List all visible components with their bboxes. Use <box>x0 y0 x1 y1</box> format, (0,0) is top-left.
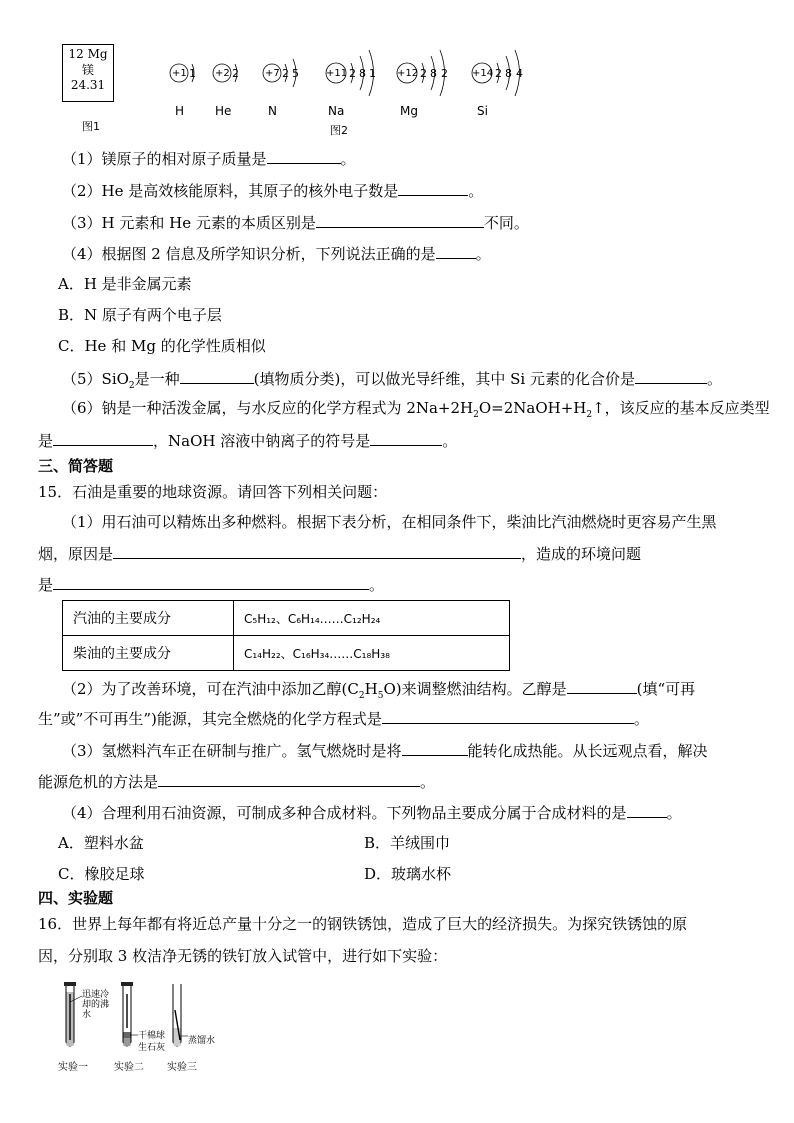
table-cell-formula: C₅H₁₂、C₆H₁₄……C₁₂H₂₄ <box>234 601 510 636</box>
label-quicklime: 生石灰 <box>138 1043 166 1053</box>
q15-option-a[interactable]: A．塑料水盆 <box>58 834 144 852</box>
electrons-na-1: 2 <box>349 67 356 80</box>
answer-blank[interactable] <box>402 740 468 756</box>
test-tube-3 <box>173 984 188 1046</box>
q15-part1-line1: （1）用石油可以精炼出多种燃料。根据下表分析，在相同条件下，柴油比汽油燃烧时更容易产生黑 <box>62 513 717 531</box>
table-cell-formula: C₁₄H₂₂、C₁₆H₃₄……C₁₈H₃₈ <box>234 636 510 671</box>
electrons-h-1: 1 <box>189 67 196 80</box>
atom-label-h: H <box>175 104 185 118</box>
answer-blank[interactable] <box>635 368 707 384</box>
electrons-na-2: 8 <box>359 67 366 80</box>
answer-blank[interactable] <box>158 771 420 787</box>
atom-label-he: He <box>215 104 232 118</box>
nucleus-h: +1 <box>172 68 187 79</box>
nucleus-n: +7 <box>265 68 280 79</box>
electrons-si-1: 2 <box>495 67 502 80</box>
electrons-mg-1: 2 <box>420 67 427 80</box>
q14-part4: （4）根据图 2 信息及所学知识分析，下列说法正确的是 。 <box>62 245 491 263</box>
answer-blank[interactable] <box>267 148 341 164</box>
answer-blank[interactable] <box>53 430 153 446</box>
answer-blank[interactable] <box>113 543 521 559</box>
q15-part1-line3: 是 。 <box>38 576 385 594</box>
q14-part5: （5）SiO$_2$是一种 (填物质分类)，可以做光导纤维，其中 Si 元素的化合价是 。 <box>62 370 723 391</box>
q15-option-c[interactable]: C．橡胶足球 <box>58 865 145 883</box>
nucleus-mg: +12 <box>397 68 419 79</box>
label-cooled-boiling-water: 迅速冷却的沸水 <box>82 990 110 1020</box>
figure2-caption: 图2 <box>330 124 348 137</box>
q16-line2: 因，分别取 3 枚洁净无锈的铁钉放入试管中，进行如下实验： <box>38 947 448 965</box>
atomic-number: 12 <box>68 47 84 61</box>
q15-part3-line1: （3）氢燃料汽车正在研制与推广。氢气燃烧时是将 能转化成热能。从长远观点看，解决 <box>62 742 708 760</box>
table-row <box>63 601 510 636</box>
q15-option-b[interactable]: B．羊绒围巾 <box>364 834 451 852</box>
answer-blank[interactable] <box>53 574 369 590</box>
figure1-caption: 图1 <box>82 120 100 133</box>
element-card <box>62 44 114 102</box>
electrons-he-1: 2 <box>232 67 239 80</box>
electrons-na-3: 1 <box>369 67 376 80</box>
answer-blank[interactable] <box>370 430 442 446</box>
electrons-n-1: 2 <box>282 67 289 80</box>
q15-option-d[interactable]: D．玻璃水杯 <box>364 865 452 883</box>
answer-blank[interactable] <box>436 243 476 259</box>
nucleus-si: +14 <box>472 68 494 79</box>
section-heading-experiment: 四、实验题 <box>38 889 114 907</box>
q14-part2: （2）He 是高效核能原料，其原子的核外电子数是 。 <box>62 182 484 200</box>
q15-part1-line2: 烟，原因是 ，造成的环境问题 <box>38 545 642 563</box>
section-heading-short-answer: 三、简答题 <box>38 457 114 475</box>
test-tube-1 <box>64 982 82 1046</box>
electrons-mg-3: 2 <box>441 67 448 80</box>
table-cell-name: 柴油的主要成分 <box>63 636 234 671</box>
answer-blank[interactable] <box>398 180 468 196</box>
label-experiment-3: 实验三 <box>167 1062 197 1073</box>
element-symbol: Mg <box>87 47 108 61</box>
nucleus-he: +2 <box>215 68 230 79</box>
q15-part3-line2: 能源危机的方法是 。 <box>38 773 436 791</box>
q14-part3: （3）H 元素和 He 元素的本质区别是 不同。 <box>62 214 529 232</box>
q14-option-a[interactable]: A．H 是非金属元素 <box>58 275 192 293</box>
label-experiment-2: 实验二 <box>114 1062 144 1073</box>
atom-label-si: Si <box>477 104 488 118</box>
q14-option-c[interactable]: C．He 和 Mg 的化学性质相似 <box>58 337 266 355</box>
atomic-mass: 24.31 <box>70 78 106 92</box>
q15-part4: （4）合理利用石油资源，可制成多种合成材料。下列物品主要成分属于合成材料的是 。 <box>62 804 682 822</box>
table-cell-name: 汽油的主要成分 <box>63 601 234 636</box>
label-distilled-water: 蒸馏水 <box>188 1036 216 1046</box>
electrons-si-3: 4 <box>516 67 523 80</box>
label-dry-cotton: 干棉球 <box>138 1031 166 1041</box>
q14-part6-line1: （6）钠是一种活泼金属，与水反应的化学方程式为 $2Na+2H_2O=2NaOH+H_2↑$，该反应的基本反应类型 <box>62 399 770 420</box>
q15-part2-line1: （2）为了改善环境，可在汽油中添加乙醇$(C_2H_5O)$来调整燃油结构。乙醇是 (填“可再 <box>62 680 696 701</box>
answer-blank[interactable] <box>567 678 637 694</box>
table-row <box>63 636 510 671</box>
answer-blank[interactable] <box>627 802 667 818</box>
electrons-mg-2: 8 <box>430 67 437 80</box>
test-tube-2 <box>121 982 138 1046</box>
answer-blank[interactable] <box>180 368 254 384</box>
nucleus-na: +11 <box>326 68 348 79</box>
atom-label-mg: Mg <box>400 104 418 118</box>
answer-blank[interactable] <box>382 708 634 724</box>
atom-label-na: Na <box>328 104 345 118</box>
fuel-composition-table <box>62 600 510 671</box>
q15-intro: 15．石油是重要的地球资源。请回答下列相关问题： <box>38 483 388 501</box>
label-experiment-1: 实验一 <box>58 1062 88 1073</box>
q14-part1: （1）镁原子的相对原子质量是 。 <box>62 150 356 168</box>
electrons-si-2: 8 <box>505 67 512 80</box>
electrons-n-2: 5 <box>292 67 299 80</box>
element-name: 镁 <box>81 63 94 77</box>
q15-part2-line2: 生”或”不可再生”)能源，其完全燃烧的化学方程式是 。 <box>38 710 649 728</box>
atom-label-n: N <box>268 104 277 118</box>
q16-line1: 16．世界上每年都有将近总产量十分之一的钢铁锈蚀，造成了巨大的经济损失。为探究铁锈蚀的原 <box>38 915 688 933</box>
q14-part6-line2: 是 ，NaOH 溶液中钠离子的符号是 。 <box>38 432 458 450</box>
answer-blank[interactable] <box>316 212 484 228</box>
q14-option-b[interactable]: B．N 原子有两个电子层 <box>58 306 222 324</box>
